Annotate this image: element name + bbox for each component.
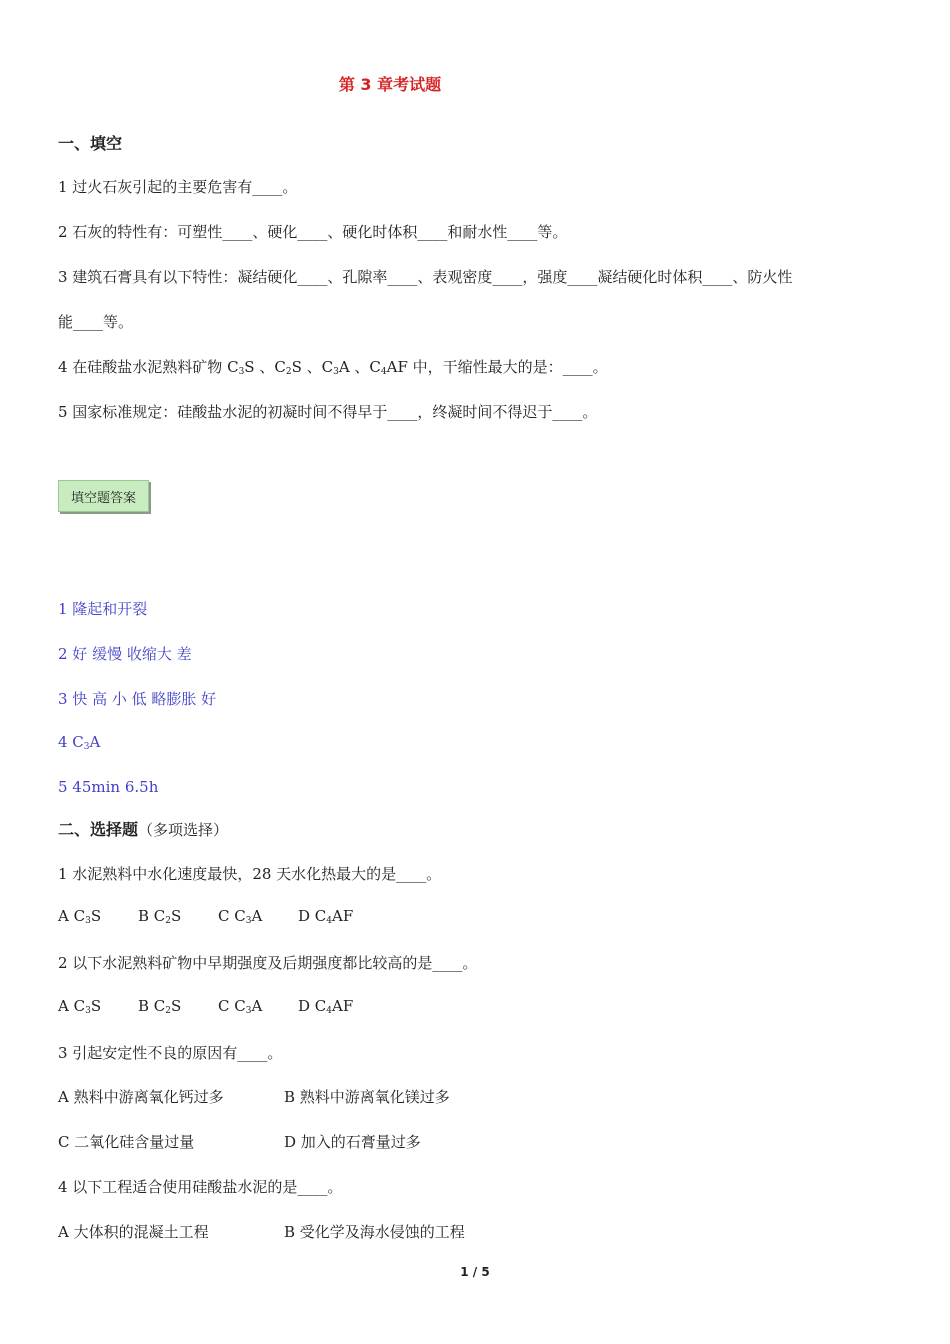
question-4-prefix: 4 在硅酸盐水泥熟料矿物 C <box>58 358 239 376</box>
document-title: 第 3 章考试题 <box>338 75 442 94</box>
question-3-line-2: 能____等。 <box>58 313 134 331</box>
answer-1: 1 隆起和开裂 <box>58 600 148 618</box>
option-3d: D 加入的石膏量过多 <box>284 1133 421 1151</box>
answer-2: 2 好 缓慢 收缩大 差 <box>58 645 192 663</box>
choice-question-3-options-cd <box>58 1131 421 1152</box>
answer-5: 5 45min 6.5h <box>58 778 159 796</box>
question-4-suffix: 中，干缩性最大的是：____。 <box>412 358 608 376</box>
question-2: 2 石灰的特性有：可塑性____、硬化____、硬化时体积____和耐水性____等。 <box>58 223 568 241</box>
answer-4 <box>58 733 100 752</box>
choice-question-3-options-ab <box>58 1086 450 1107</box>
option-3c: C 二氧化硅含量过量 <box>58 1133 195 1151</box>
answer-4-subscript: 3 <box>83 742 90 752</box>
answer-4-suffix: A <box>89 733 101 751</box>
choice-question-3: 3 引起安定性不良的原因有____。 <box>58 1044 283 1062</box>
option-4b: B 受化学及海水侵蚀的工程 <box>284 1223 465 1241</box>
section-heading-choice-label: 二、选择题 <box>58 820 139 839</box>
answer-3: 3 快 高 小 低 略膨胀 好 <box>58 690 217 708</box>
choice-question-2: 2 以下水泥熟料矿物中早期强度及后期强度都比较高的是____。 <box>58 954 478 972</box>
choice-question-4: 4 以下工程适合使用硅酸盐水泥的是____。 <box>58 1178 343 1196</box>
section-heading-choice-note: （多项选择） <box>138 821 229 839</box>
choice-question-1: 1 水泥熟料中水化速度最快，28 天水化热最大的是____。 <box>58 865 442 883</box>
question-5: 5 国家标准规定：硅酸盐水泥的初凝时间不得早于____，终凝时间不得迟于____。 <box>58 403 598 421</box>
question-3-line-1: 3 建筑石膏具有以下特性：凝结硬化____、孔隙率____、表观密度____，强度____凝结硬化时体积____、防火性 <box>58 268 793 286</box>
choice-question-1-options: A $C_3S$ B $C_2S$ C $C_3A$ D $C_4AF$ <box>58 907 354 926</box>
question-1: 1 过火石灰引起的主要危害有____。 <box>58 178 298 196</box>
option-4a: A 大体积的混凝土工程 <box>58 1223 209 1241</box>
section-heading-choice <box>58 817 228 840</box>
choice-question-2-options: A $C_3S$ B $C_2S$ C $C_3A$ D $C_4AF$ <box>58 997 354 1016</box>
page-number: 1 / 5 <box>460 1265 490 1279</box>
section-heading-fill-blank: 一、填空 <box>58 134 123 153</box>
answer-4-prefix: 4 C <box>58 733 84 751</box>
option-3b: B 熟料中游离氧化镁过多 <box>284 1088 450 1106</box>
fill-blank-answer-button[interactable]: 填空题答案 <box>58 480 149 512</box>
question-4: 4 在硅酸盐水泥熟料矿物 $C_3S$ 、$C_2S$ 、$C_3A$ 、$C_4AF$ 中，干缩性最大的是：____。 <box>58 358 608 377</box>
option-3a: A 熟料中游离氧化钙过多 <box>58 1088 224 1106</box>
choice-question-4-options-ab <box>58 1221 465 1242</box>
